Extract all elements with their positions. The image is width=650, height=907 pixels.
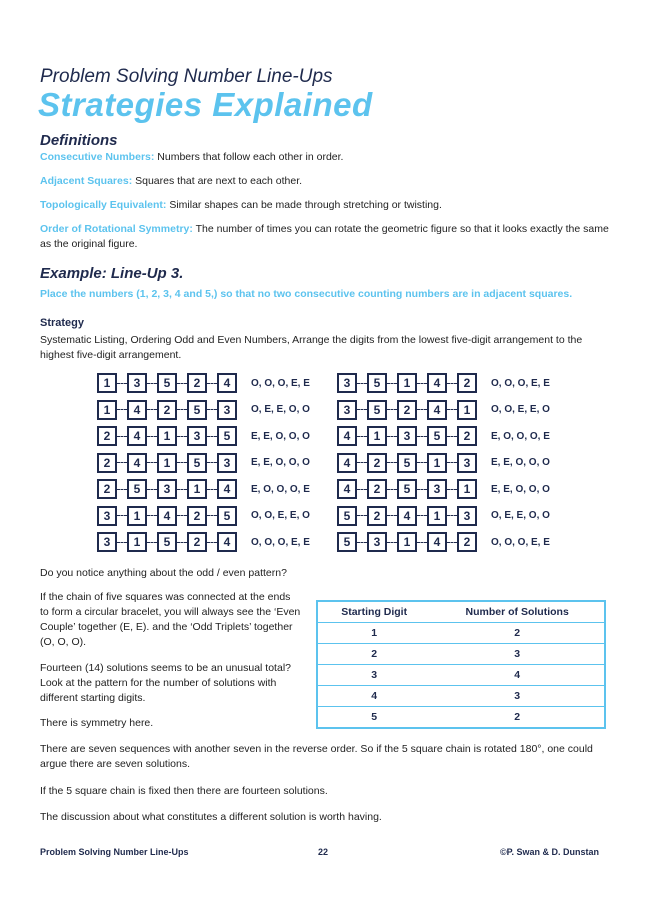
chain-link: [417, 462, 427, 463]
question-text: Do you notice anything about the odd / even pattern?: [40, 567, 287, 579]
digit-chain: [97, 373, 237, 393]
page-title: Strategies Explained: [38, 86, 373, 123]
digit-square: 3: [127, 373, 147, 393]
chain-link: [147, 409, 157, 410]
digit-square: 5: [367, 400, 387, 420]
chain-link: [417, 515, 427, 516]
digit-square: 3: [217, 453, 237, 473]
chain-link: [117, 515, 127, 516]
chain-link: [117, 462, 127, 463]
digit-chain: [337, 479, 477, 499]
solutions-table: [316, 600, 606, 729]
table-cell: 4: [317, 686, 430, 707]
digit-chain: [337, 532, 477, 552]
digit-chain: [337, 506, 477, 526]
footer-title: Problem Solving Number Line-Ups: [40, 847, 189, 857]
odd-even-pattern: E, O, O, O, E: [491, 430, 550, 442]
digit-square: 2: [367, 479, 387, 499]
odd-even-pattern: O, O, O, E, E: [491, 377, 550, 389]
digit-square: 3: [397, 426, 417, 446]
odd-even-pattern: E, E, O, O, O: [251, 430, 310, 442]
digit-square: 1: [127, 532, 147, 552]
digit-square: 3: [337, 400, 357, 420]
digit-square: 1: [457, 400, 477, 420]
strategy-heading: Strategy: [40, 317, 85, 329]
digit-square: 1: [397, 373, 417, 393]
digit-square: 1: [97, 400, 117, 420]
table-cell: 5: [371, 711, 378, 723]
digit-square: 4: [337, 453, 357, 473]
table-row: [317, 644, 605, 665]
table-cell: 3: [430, 644, 605, 665]
digit-square: 3: [97, 506, 117, 526]
digit-square: 5: [217, 506, 237, 526]
digit-square: 1: [427, 453, 447, 473]
chain-link: [117, 436, 127, 437]
digit-square: 1: [367, 426, 387, 446]
digit-square: 2: [97, 453, 117, 473]
digit-square: 5: [397, 479, 417, 499]
chain-link: [447, 383, 457, 384]
table-cell: 2: [317, 644, 430, 665]
chain-link: [387, 383, 397, 384]
table-cell: 4: [430, 665, 605, 686]
chain-link: [447, 515, 457, 516]
definition-rotational: [40, 222, 610, 252]
digit-chain: [97, 400, 237, 420]
digit-square: 5: [337, 532, 357, 552]
chain-link: [387, 515, 397, 516]
digit-chain: [337, 373, 477, 393]
chain-link: [207, 462, 217, 463]
digit-chain: [337, 453, 477, 473]
sequence-row: [97, 453, 310, 473]
odd-even-pattern: O, O, O, E, E: [491, 536, 550, 548]
digit-square: 2: [457, 532, 477, 552]
digit-square: 4: [427, 373, 447, 393]
chain-link: [177, 462, 187, 463]
seven-text: There are seven sequences with another seven in the reverse order. So if the 5 square chain is rotated 180°, one could argue there are seven solutions.: [40, 743, 593, 770]
chain-link: [147, 462, 157, 463]
chain-link: [207, 383, 217, 384]
chain-link: [147, 489, 157, 490]
digit-square: 5: [127, 479, 147, 499]
digit-square: 4: [337, 426, 357, 446]
definition-term: Topologically Equivalent:: [40, 199, 167, 211]
chain-link: [387, 436, 397, 437]
sequence-row: [337, 479, 550, 499]
sequence-row: [97, 506, 310, 526]
definitions-heading: Definitions: [40, 132, 118, 149]
digit-square: 4: [217, 532, 237, 552]
digit-square: 1: [397, 532, 417, 552]
odd-even-pattern: O, O, E, E, O: [491, 404, 550, 415]
digit-square: 4: [157, 506, 177, 526]
digit-chain: [97, 426, 237, 446]
digit-square: 3: [457, 453, 477, 473]
digit-square: 1: [187, 479, 207, 499]
footer-page-number: 22: [318, 847, 329, 857]
chain-link: [447, 489, 457, 490]
fourteen-text: Fourteen (14) solutions seems to be an unusual total? Look at the pattern for the number of solutions with different starting digits.: [40, 662, 291, 704]
digit-square: 5: [157, 532, 177, 552]
digit-square: 4: [217, 479, 237, 499]
table-cell: 2: [430, 623, 605, 644]
chain-link: [117, 489, 127, 490]
sequence-row: [337, 373, 550, 393]
digit-square: 3: [217, 400, 237, 420]
chain-link: [357, 462, 367, 463]
definition-text: The number of times you can rotate the geometric figure so that it looks exactly the same as the original figure.: [40, 223, 609, 250]
odd-even-pattern: E, E, O, O, O: [491, 457, 550, 468]
sequence-row: [97, 373, 310, 393]
chain-link: [177, 436, 187, 437]
digit-square: 2: [367, 453, 387, 473]
chain-link: [207, 489, 217, 490]
digit-square: 3: [187, 426, 207, 446]
digit-square: 3: [157, 479, 177, 499]
digit-chain: [337, 426, 477, 446]
footer-copyright: ©P. Swan & D. Dunstan: [500, 847, 599, 857]
chain-link: [177, 515, 187, 516]
digit-square: 5: [337, 506, 357, 526]
digit-chain: [97, 453, 237, 473]
sequence-row: [337, 426, 550, 446]
chain-link: [147, 542, 157, 543]
digit-square: 2: [187, 506, 207, 526]
chain-link: [417, 409, 427, 410]
digit-square: 2: [97, 426, 117, 446]
digit-square: 2: [187, 532, 207, 552]
definition-term: Order of Rotational Symmetry:: [40, 223, 193, 235]
digit-square: 2: [397, 400, 417, 420]
digit-square: 3: [337, 373, 357, 393]
digit-square: 5: [187, 400, 207, 420]
sequence-row: [337, 400, 550, 420]
odd-even-pattern: O, O, E, E, O: [251, 510, 310, 521]
sequence-row: [97, 479, 310, 499]
definition-text: Similar shapes can be made through stretching or twisting.: [166, 199, 442, 211]
chain-link: [207, 542, 217, 543]
chain-link: [177, 542, 187, 543]
digit-square: 4: [217, 373, 237, 393]
chain-link: [447, 436, 457, 437]
table-cell: 3: [430, 686, 605, 707]
table-cell: 1: [317, 623, 430, 644]
chain-link: [387, 462, 397, 463]
digit-chain: [97, 532, 237, 552]
chain-link: [387, 542, 397, 543]
chain-link: [207, 409, 217, 410]
digit-square: 5: [397, 453, 417, 473]
digit-chain: [337, 400, 477, 420]
digit-square: 5: [157, 373, 177, 393]
chain-link: [447, 409, 457, 410]
definition-term: Adjacent Squares:: [40, 175, 133, 187]
definition-text: Numbers that follow each other in order.: [154, 151, 344, 163]
chain-link: [417, 383, 427, 384]
digit-square: 1: [157, 426, 177, 446]
chain-link: [117, 383, 127, 384]
odd-even-pattern: O, O, O, E, E: [251, 377, 310, 389]
digit-square: 1: [457, 479, 477, 499]
digit-square: 3: [427, 479, 447, 499]
digit-square: 2: [97, 479, 117, 499]
digit-square: 4: [127, 400, 147, 420]
chain-link: [357, 383, 367, 384]
definition-term: Consecutive Numbers:: [40, 151, 155, 163]
digit-square: 5: [427, 426, 447, 446]
chain-link: [207, 515, 217, 516]
chain-link: [357, 436, 367, 437]
digit-square: 5: [367, 373, 387, 393]
chain-link: [417, 489, 427, 490]
definition-text: Squares that are next to each other.: [132, 175, 303, 187]
chain-link: [177, 383, 187, 384]
table-row: [317, 686, 605, 707]
page-kicker: Problem Solving Number Line-Ups: [40, 66, 333, 87]
chain-link: [357, 515, 367, 516]
table-header-row: [317, 601, 605, 623]
digit-square: 4: [127, 453, 147, 473]
sequence-row: [337, 453, 550, 473]
digit-square: 1: [427, 506, 447, 526]
digit-chain: [97, 506, 237, 526]
table-row: [317, 623, 605, 644]
digit-square: 3: [367, 532, 387, 552]
digit-square: 4: [397, 506, 417, 526]
chain-link: [147, 383, 157, 384]
chain-link: [147, 436, 157, 437]
table-row: [317, 665, 605, 686]
discussion-text: The discussion about what constitutes a different solution is worth having.: [40, 811, 382, 823]
definition-consecutive: [40, 150, 610, 165]
chain-link: [177, 409, 187, 410]
odd-even-pattern: E, E, O, O, O: [251, 457, 310, 468]
sequence-row: [97, 426, 310, 446]
chain-link: [417, 542, 427, 543]
chain-link: [177, 489, 187, 490]
sequence-row: [97, 532, 310, 552]
definition-adjacent: [40, 174, 610, 189]
digit-square: 1: [157, 453, 177, 473]
digit-square: 2: [187, 373, 207, 393]
digit-square: 4: [127, 426, 147, 446]
digit-square: 2: [157, 400, 177, 420]
table-cell: 2: [514, 711, 521, 723]
example-heading: Example: Line-Up 3.: [40, 265, 184, 282]
chain-link: [117, 409, 127, 410]
chain-link: [387, 409, 397, 410]
definition-topological: [40, 198, 610, 213]
odd-even-pattern: O, E, E, O, O: [251, 404, 310, 415]
chain-link: [147, 515, 157, 516]
digit-square: 4: [427, 400, 447, 420]
chain-link: [417, 436, 427, 437]
digit-square: 5: [187, 453, 207, 473]
digit-square: 2: [457, 373, 477, 393]
digit-square: 2: [457, 426, 477, 446]
table-header-starting-digit: Starting Digit: [317, 601, 430, 623]
odd-even-pattern: E, O, O, O, E: [251, 483, 310, 495]
digit-square: 1: [97, 373, 117, 393]
chain-link: [207, 436, 217, 437]
fixed-text: If the 5 square chain is fixed then there are fourteen solutions.: [40, 785, 328, 797]
sequence-row: [97, 400, 310, 420]
bracelet-text: If the chain of five squares was connected at the ends to form a circular bracelet, you will always see the ‘Even Couple’ together (E, E). and the ‘Odd Triplets’ together (O, O, O).: [40, 591, 301, 648]
digit-chain: [97, 479, 237, 499]
odd-even-pattern: E, E, O, O, O: [491, 483, 550, 495]
odd-even-pattern: O, E, E, O, O: [491, 510, 550, 521]
digit-square: 2: [367, 506, 387, 526]
chain-link: [447, 542, 457, 543]
table-header-number-of-solutions: Number of Solutions: [430, 601, 605, 623]
sequence-row: [337, 532, 550, 552]
chain-link: [387, 489, 397, 490]
digit-square: 4: [337, 479, 357, 499]
digit-square: 3: [457, 506, 477, 526]
table-cell: 3: [317, 665, 430, 686]
chain-link: [117, 542, 127, 543]
sequence-row: [337, 506, 550, 526]
digit-square: 1: [127, 506, 147, 526]
strategy-text: Systematic Listing, Ordering Odd and Even Numbers, Arrange the digits from the lowest five-digit arrangement to the highest five-digit arrangement.: [40, 334, 583, 361]
digit-square: 3: [97, 532, 117, 552]
chain-link: [447, 462, 457, 463]
chain-link: [357, 542, 367, 543]
chain-link: [357, 409, 367, 410]
digit-square: 4: [427, 532, 447, 552]
odd-even-pattern: O, O, O, E, E: [251, 536, 310, 548]
example-lead: Place the numbers (1, 2, 3, 4 and 5,) so that no two consecutive counting numbers are in adjacent squares.: [40, 288, 573, 300]
digit-square: 5: [217, 426, 237, 446]
symmetry-text: There is symmetry here.: [40, 717, 154, 729]
chain-link: [357, 489, 367, 490]
